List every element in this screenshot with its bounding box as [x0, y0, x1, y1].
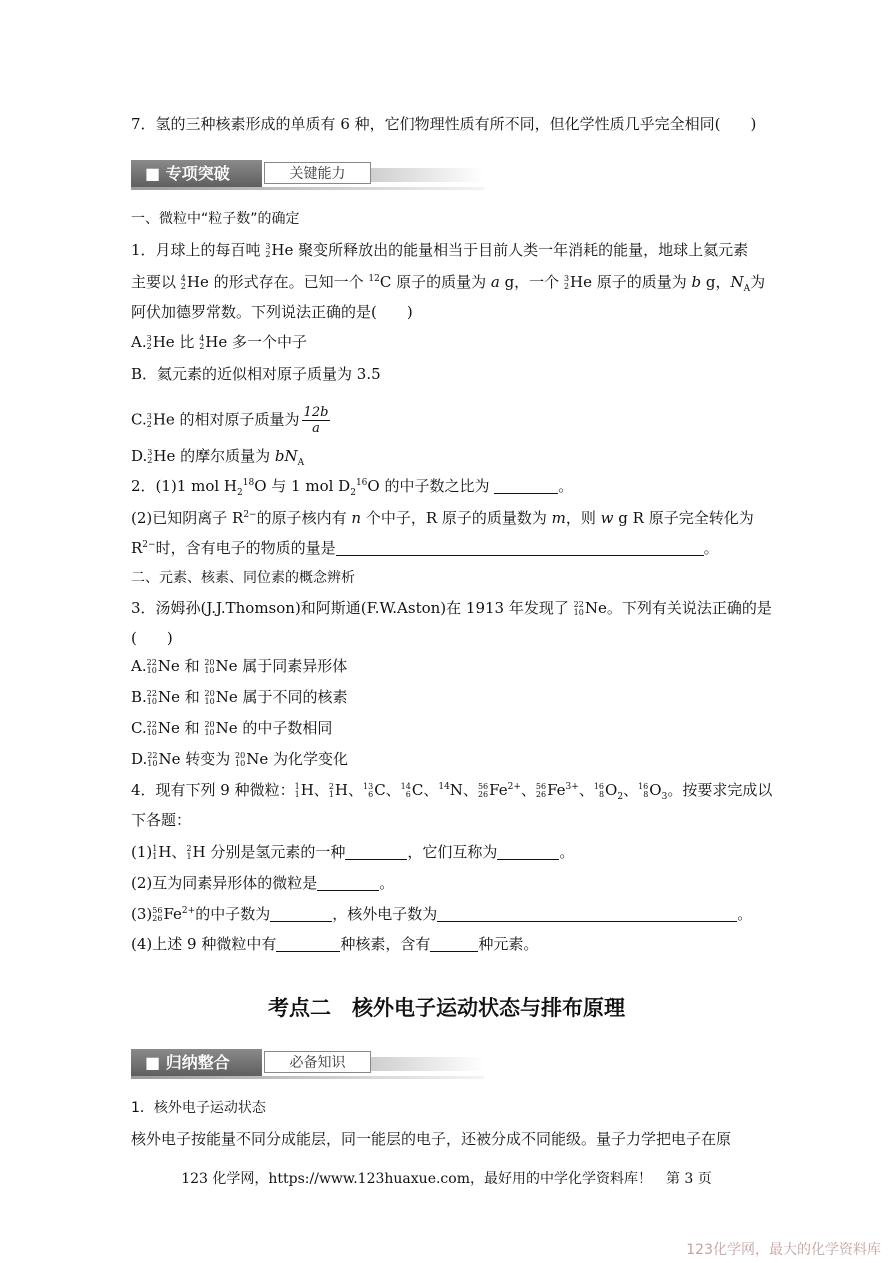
answer-blank[interactable] [494, 478, 558, 494]
banner-baseline [131, 187, 484, 190]
question-3-option-c: C. 22 10 Ne 和 20 10 Ne 的中子数相同 [131, 719, 333, 737]
nuclide-fe56: 56 26 [535, 782, 547, 799]
nuclide-fe56: 56 26 [152, 906, 163, 923]
question-4-part-3: (3) 56 26 $Fe^{2+}$的中子数为 ，核外电子数为 。 [131, 905, 753, 923]
question-3-option-b: B. 22 10 Ne 和 20 10 Ne 属于不同的核素 [131, 688, 348, 706]
nuclide-c14: 14 6 [400, 782, 411, 799]
nuclide-he4: 4 2 [180, 274, 186, 291]
question-1-option-c: C. 3 2 He 的相对原子质量为 $\frac{12b}{a}$ [131, 405, 329, 436]
answer-blank[interactable] [276, 936, 340, 952]
answer-blank[interactable] [336, 540, 704, 556]
answer-blank[interactable] [270, 906, 332, 922]
banner-light-label: 关键能力 [264, 162, 371, 184]
answer-blank[interactable] [345, 844, 407, 860]
question-3-line-1: 3．汤姆孙(J.J.Thomson)和阿斯通(F.W.Aston)在 1913 年发现了 22 10 Ne。下列有关说法正确的是 [131, 599, 772, 617]
question-3-line-2: ( ) [131, 629, 173, 647]
nuclide-he3: 3 2 [147, 448, 153, 465]
answer-blank[interactable] [430, 936, 478, 952]
question-3-option-d: D. 22 10 Ne 转变为 20 10 Ne 为化学变化 [131, 750, 348, 768]
section-banner-knowledge [131, 1049, 484, 1076]
nuclide-ne20: 20 10 [204, 689, 215, 706]
question-4-line-2: 下各题： [131, 811, 192, 829]
watermark-text: 123化学网，最大的化学资料库 [686, 1242, 881, 1258]
nuclide-h1: 1 1 [152, 844, 158, 861]
banner-dark-label: ■ 专项突破 [131, 160, 262, 187]
nuclide-he3: 3 2 [265, 242, 271, 259]
subheading-1: 1．核外电子运动状态 [131, 1100, 266, 1116]
nuclide-ne22: 22 10 [146, 658, 157, 675]
banner-light-label: 必备知识 [264, 1051, 371, 1073]
answer-blank[interactable] [317, 875, 379, 891]
nuclide-o16: 16 8 [593, 782, 605, 799]
nuclide-fe56: 56 26 [477, 782, 489, 799]
nuclide-h1: 1 1 [294, 782, 300, 799]
question-1-line-3: 阿伏加德罗常数。下列说法正确的是( ) [131, 303, 413, 321]
banner-fade [371, 1057, 484, 1071]
question-2-line-1: 2．(1)1 mol $H_2^{18}O$ 与 1 mol $D_2^{16}O$ 的中子数之比为 。 [131, 477, 574, 498]
nuclide-he3: 3 2 [563, 274, 570, 291]
nuclide-ne22: 22 10 [146, 720, 157, 737]
section-banner-special [131, 160, 484, 187]
question-1-line-2: 主要以 4 2 He 的形式存在。已知一个 $^{12}$C 原子的质量为 a g，一个 3 2 He 原子的质量为 b g，$N_A$为 [131, 273, 766, 294]
question-1-option-a: A. 3 2 He 比 4 2 He 多一个中子 [131, 333, 308, 351]
question-4-line-1: 4．现有下列 9 种微粒： 1 1 H、 2 1 H、 13 6 C、 14 6 C、$^{14}$N、 56 26 $Fe^{2+}$、 56 26 $Fe^{3+}$、 16 8 $O_2$、 16 8 $O_3$。按要求完成以 [131, 781, 773, 802]
section-heading-2: 二、元素、核素、同位素的概念辨析 [131, 570, 355, 586]
nuclide-ne22: 22 10 [573, 600, 584, 617]
nuclide-he4: 4 2 [199, 334, 205, 351]
banner-fade [371, 168, 484, 182]
answer-blank[interactable] [497, 844, 559, 860]
page-footer: 123 化学网，https://www.123huaxue.com，最好用的中学化学资料库！ 第 3 页 [181, 1171, 712, 1187]
nuclide-h2: 2 1 [186, 844, 192, 861]
nuclide-o16: 16 8 [638, 782, 649, 799]
question-4-part-1: (1) 1 1 H、 2 1 H 分别是氢元素的一种 ，它们互称为 。 [131, 843, 575, 861]
nuclide-ne20: 20 10 [204, 720, 215, 737]
question-7: 7．氢的三种核素形成的单质有 6 种，它们物理性质有所不同，但化学性质几乎完全相同( ) [131, 115, 757, 133]
question-4-part-2: (2)互为同素异形体的微粒是 。 [131, 874, 395, 892]
answer-blank[interactable] [437, 906, 737, 922]
body-paragraph: 核外电子按能量不同分成能层，同一能层的电子，还被分成不同能级。量子力学把电子在原 [131, 1130, 732, 1148]
question-1-option-d: D. 3 2 He 的摩尔质量为 $bN_A$ [131, 447, 305, 468]
question-2-line-2: (2)已知阴离子 $R^{2-}$的原子核内有 n 个中子，R 原子的质量数为 m，则 w g R 原子完全转化为 [131, 509, 754, 527]
question-1-option-b: B．氦元素的近似相对原子质量为 3.5 [131, 365, 381, 383]
nuclide-ne20: 20 10 [204, 658, 215, 675]
nuclide-ne22: 22 10 [146, 689, 157, 706]
nuclide-ne22: 22 10 [147, 751, 158, 768]
question-1-line-1: 1．月球上的每百吨 3 2 He 聚变所释放出的能量相当于目前人类一年消耗的能量，地球上氦元素 [131, 241, 749, 259]
nuclide-c13: 13 6 [363, 782, 374, 799]
nuclide-h2: 2 1 [328, 782, 334, 799]
nuclide-ne20: 20 10 [235, 751, 246, 768]
nuclide-he3: 3 2 [146, 411, 152, 429]
chapter-heading: 考点二 核外电子运动状态与排布原理 [268, 995, 625, 1020]
nuclide-he3: 3 2 [146, 334, 152, 351]
question-3-option-a: A. 22 10 Ne 和 20 10 Ne 属于同素异形体 [131, 657, 348, 675]
banner-baseline [131, 1076, 484, 1079]
banner-dark-label: ■ 归纳整合 [131, 1049, 262, 1076]
question-4-part-4: (4)上述 9 种微粒中有 种核素，含有 种元素。 [131, 935, 539, 953]
question-2-line-3: $R^{2-}$时，含有电子的物质的量是 。 [131, 539, 719, 557]
fraction-12b-over-a: $\frac{12b}{a}$ [303, 405, 329, 436]
section-heading-1: 一、微粒中“粒子数”的确定 [131, 211, 300, 227]
